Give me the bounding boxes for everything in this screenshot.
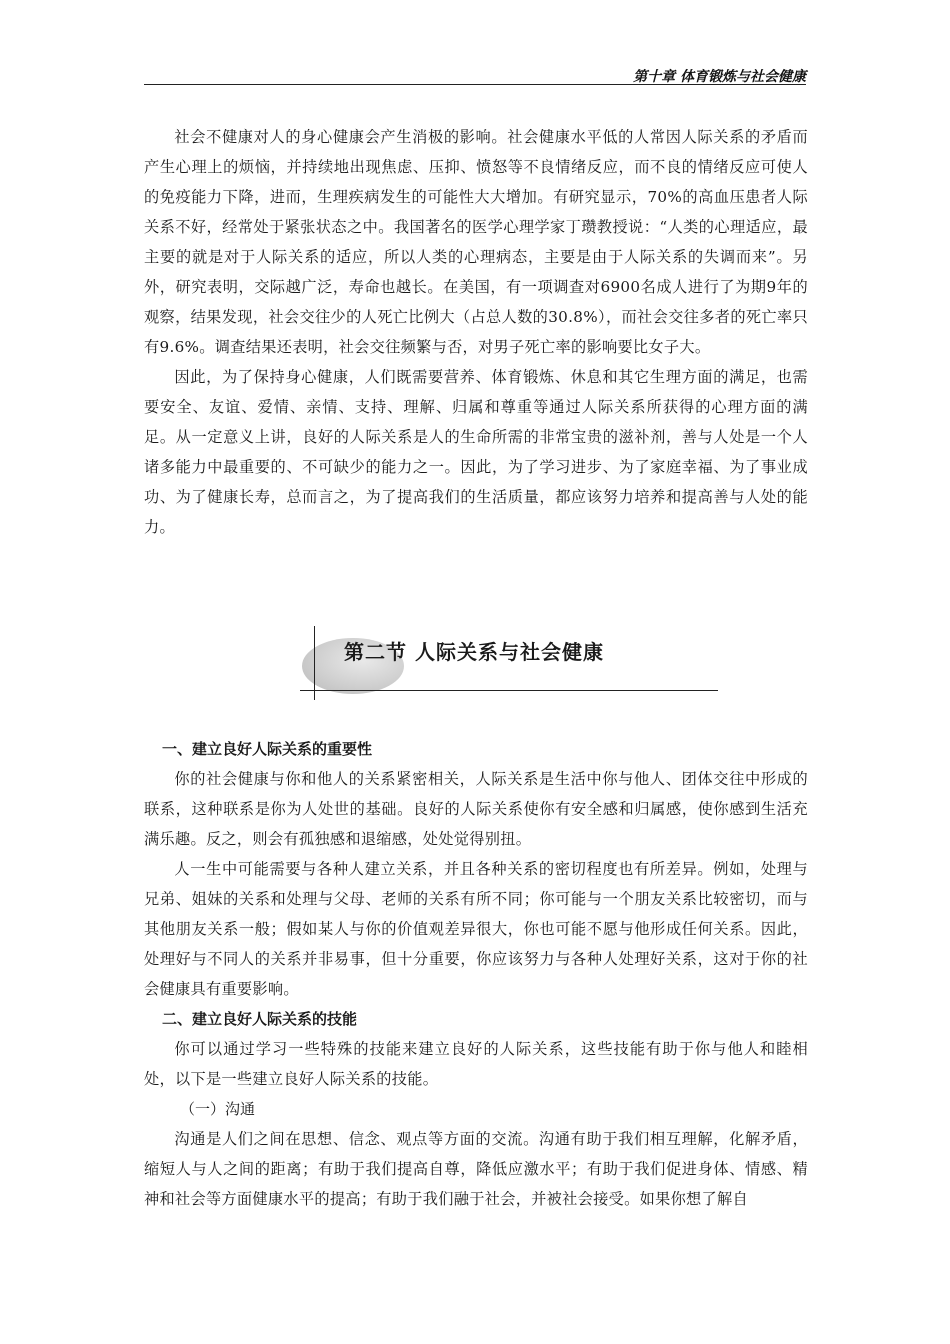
paragraph: 人一生中可能需要与各种人建立关系，并且各种关系的密切程度也有所差异。例如，处理与兄弟、姐妹的关系和处理与父母、老师的关系有所不同；你可能与一个朋友关系比较密切，而与其他朋友关系一般；假如某人与你的价值观差异很大，你也可能不愿与他形成任何关系。因此，处理好与不同人的关系并非易事，但十分重要，你应该努力与各种人处理好关系，这对于你的社会健康具有重要影响。	[144, 860, 808, 998]
heading-importance: 一、建立良好人际关系的重要性	[162, 740, 373, 758]
paragraph: 你可以通过学习一些特殊的技能来建立良好的人际关系，这些技能有助于你与他人和睦相处，以下是一些建立良好人际关系的技能。	[144, 1040, 808, 1088]
decorative-vertical-rule	[314, 626, 315, 700]
heading-skills: 二、建立良好人际关系的技能	[162, 1010, 358, 1028]
intro-text	[144, 122, 808, 542]
paragraph: 因此，为了保持身心健康，人们既需要营养、体育锻炼、休息和其它生理方面的满足，也需要安全、友谊、爱情、亲情、支持、理解、归属和尊重等通过人际关系所获得的心理方面的满足。从一定意义上讲，良好的人际关系是人的生命所需的非常宝贵的滋补剂，善与人处是一个人诸多能力中最重要的、不可缺少的能力之一。因此，为了学习进步、为了家庭幸福、为了事业成功、为了健康长寿，总而言之，为了提高我们的生活质量，都应该努力培养和提高善与人处的能力。	[144, 368, 808, 536]
chapter-header: 第十章 体育锻炼与社会健康	[633, 69, 806, 85]
decorative-horizontal-rule	[300, 690, 718, 691]
section-body	[144, 734, 808, 1214]
section-title-block	[300, 626, 720, 706]
paragraph: 你的社会健康与你和他人的关系紧密相关，人际关系是生活中你与他人、团体交往中形成的联系，这种联系是你为人处世的基础。良好的人际关系使你有安全感和归属感，使你感到生活充满乐趣。反之，则会有孤独感和退缩感，处处觉得别扭。	[144, 770, 808, 848]
section-title: 第二节 人际关系与社会健康	[344, 640, 604, 664]
subheading-communication: （一）沟通	[180, 1100, 256, 1118]
paragraph: 沟通是人们之间在思想、信念、观点等方面的交流。沟通有助于我们相互理解，化解矛盾，缩短人与人之间的距离；有助于我们提高自尊，降低应激水平；有助于我们促进身体、情感、精神和社会等方面健康水平的提高；有助于我们融于社会，并被社会接受。如果你想了解自	[144, 1130, 808, 1208]
paragraph: 社会不健康对人的身心健康会产生消极的影响。社会健康水平低的人常因人际关系的矛盾而产生心理上的烦恼，并持续地出现焦虑、压抑、愤怒等不良情绪反应，而不良的情绪反应可使人的免疫能力下降，进而，生理疾病发生的可能性大大增加。有研究显示，70%的高血压患者人际关系不好，经常处于紧张状态之中。我国著名的医学心理学家丁瓒教授说：“人类的心理适应，最主要的就是对于人际关系的适应，所以人类的心理病态，主要是由于人际关系的失调而来”。另外，研究表明，交际越广泛，寿命也越长。在美国，有一项调查对6900名成人进行了为期9年的观察，结果发现，社会交往少的人死亡比例大（占总人数的30.8%），而社会交往多者的死亡率只有9.6%。调查结果还表明，社会交往频繁与否，对男子死亡率的影响要比女子大。	[144, 128, 808, 356]
header-rule	[144, 84, 806, 85]
